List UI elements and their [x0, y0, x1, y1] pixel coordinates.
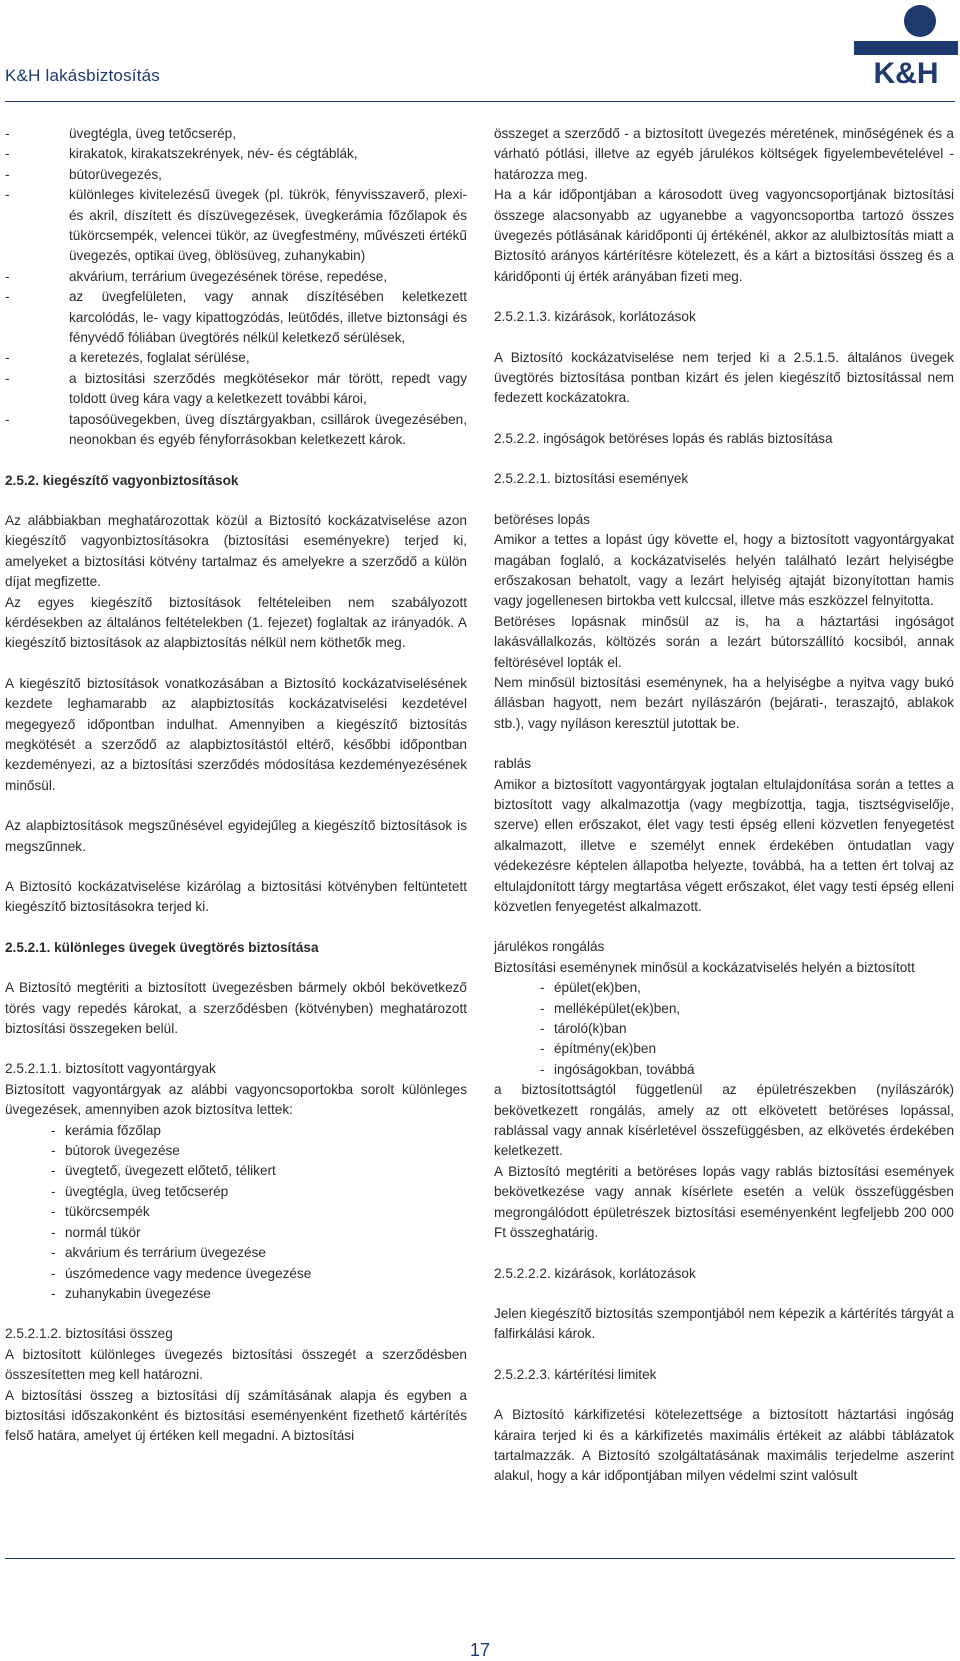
- list-item: - taposóüvegekben, üveg dísztárgyakban, csillárok üvegezésében, neonokban és egyéb fényforrásokban keletkezett károk.: [5, 410, 467, 451]
- list-item: - akvárium és terrárium üvegezése: [51, 1243, 467, 1263]
- paragraph: a biztosítottságtól függetlenül az épületrészekben (nyílászárók) bekövetkezett rongálás, amely az ott elkövetett betöréses lopással, rablással vagy annak kísérletével összefüggésben, az elkövetés érdekében keletkezett.: [494, 1082, 954, 1159]
- subsection-heading: 2.5.2.1.2. biztosítási összeg: [5, 1326, 173, 1342]
- kh-logo: [854, 3, 958, 86]
- paragraph: Betöréses lopásnak minősül az is, ha a háztartási ingóságot lakásvállalkozás, költözés során a lezárt bútorszállító kocsiból, annak feltörésével lopták el.: [494, 613, 954, 670]
- subsection-heading: 2.5.2.2.2. kizárások, korlátozások: [494, 1265, 696, 1281]
- list-item: - ingóságokban, továbbá: [540, 1060, 954, 1080]
- paragraph: A biztosítási összeg a biztosítási díj számításának alapja és egyben a biztosítási időszakonként és biztosítási eseményenként fizethető kártérítés felső határa, amelyet új értéken kell megadni. A biztosítási: [5, 1387, 467, 1444]
- paragraph: A kiegészítő biztosítások vonatkozásában a Biztosító kockázatviselésének kezdete leghamarabb az alapbiztosítás kockázatviselési kezdetével megegyező időpontban indulhat. Amennyiben a kiegészítő biztosítás megkötését a szerződő az alapbiztosítástól eltérő, későbbi időpontban kezdeményezi, az a biztosítási szerződés módosítása kezdeményezésének minősül.: [5, 675, 467, 793]
- paragraph: Nem minősül biztosítási eseménynek, ha a helyiségbe a nyitva vagy bukó állásban hagyott, nem bezárt nyílászárón (bejárati-, teraszajtó, ablakok stb.), vagy nyíláson keresztül jutottak be.: [494, 674, 954, 731]
- list-item: - üvegtető, üvegezett előtető, télikert: [51, 1161, 467, 1181]
- paragraph: A Biztosító kárkifizetési kötelezettsége a biztosított háztartási ingóság káraira terjed ki és a kárkifizetés maximális értékeit az alábbi táblázatok tartalmazzák. A Biztosító szolgáltatásának maximális terjedelme aszerint alakul, hogy a kár időpontjában milyen védelmi szint valósult: [494, 1407, 954, 1484]
- list-item: - különleges kivitelezésű üvegek (pl. tükrök, fényvisszaverő, plexi- és akril, díszített és díszüvegezések, üvegkerámia főzőlapok és tükörcsempék, velencei tükör, az üvegfestmény, művészeti értékű üvegezés, optikai üveg, öblösüveg, zuhanykabin): [5, 185, 467, 267]
- list-item: - a biztosítási szerződés megkötésekor már törött, repedt vagy toldott üveg kára vagy a keletkezett további károi,: [5, 369, 467, 410]
- paragraph: Amikor a biztosított vagyontárgyak jogtalan eltulajdonítása során a tettes a biztosított vagy alkalmazottja (vagy megbízottja, tagja, tisztségviselője, szerve) ellen erőszakot, élet vagy testi épség elleni közvetlen fenyegetést alkalmazott, illetve e személyt ennek érdekében öntudatlan vagy védekezésre képtelen állapotba helyezte, továbbá, ha a tetten ért tolvaj az eltulajdonított tárgy megtartása végett erőszakot, élet vagy testi épség elleni közvetlen fenyegetést alkalmazott.: [494, 776, 954, 914]
- subsection-heading: 2.5.2.2.1. biztosítási események: [494, 471, 689, 487]
- paragraph: Az egyes kiegészítő biztosítások feltételeiben nem szabályozott kérdésekben az általános feltételekben (1. fejezet) foglaltak az irányadók. A kiegészítő biztosítások az alapbiztosítás nélkül nem köthetők meg.: [5, 594, 467, 651]
- list-item: - zuhanykabin üvegezése: [51, 1284, 467, 1304]
- subsection-heading: 2.5.2.2.3. kártérítési limitek: [494, 1366, 657, 1382]
- list-item: - épület(ek)ben,: [540, 978, 954, 998]
- list-item: - üvegtégla, üveg tetőcserép,: [5, 124, 467, 144]
- list-item: - bútorüvegezés,: [5, 165, 467, 185]
- term-heading: járulékos rongálás: [494, 939, 605, 955]
- logo-text: K&H: [873, 57, 939, 86]
- paragraph: A biztosított különleges üvegezés biztosítási összegét a szerződésben összesítetten meg kell határozni.: [5, 1346, 467, 1383]
- paragraph: összeget a szerződő - a biztosított üvegezés méretének, minőségének és a várható pótlási, illetve az egyéb járulékos költségek figyelembevételével - határozza meg.: [494, 126, 954, 182]
- list-item: - tükörcsempék: [51, 1202, 467, 1222]
- section-heading: 2.5.2.2. ingóságok betöréses lopás és rablás biztosítása: [494, 430, 833, 446]
- paragraph: Jelen kiegészítő biztosítás szempontjából nem képezik a kártérítés tárgyát a falfirkálási károk.: [494, 1305, 954, 1342]
- header-title: K&H lakásbiztosítás: [5, 66, 160, 85]
- paragraph: A Biztosító kockázatviselése kizárólag a biztosítási kötvényben feltüntetett kiegészítő biztosításokra terjed ki.: [5, 879, 467, 915]
- list-item: - akvárium, terrárium üvegezésének törése, repedése,: [5, 267, 467, 287]
- list-item: - melléképület(ek)ben,: [540, 999, 954, 1019]
- header-rule: [5, 101, 955, 102]
- paragraph: Amikor a tettes a lopást úgy követte el, hogy a biztosított vagyontárgyakat magában foglaló, a kockázatviselés helyén található lezárt helyiségbe erőszakosan behatolt, vagy a lezárt helyiség ajtaját bizonyítottan hamis vagy jogellenesen birtokba vett kulccsal, illetve más eszközzel felnyitotta.: [494, 532, 954, 609]
- subsection-heading: 2.5.2.1.3. kizárások, korlátozások: [494, 309, 696, 325]
- term-heading: rablás: [494, 756, 532, 772]
- subsection-heading: 2.5.2.1.1. biztosított vagyontárgyak: [5, 1061, 216, 1077]
- right-column: [494, 124, 954, 1487]
- list-item: - bútorok üvegezése: [51, 1141, 467, 1161]
- list-item: - üvegtégla, üveg tetőcserép: [51, 1182, 467, 1202]
- paragraph: Biztosítási eseménynek minősül a kockázatviselés helyén a biztosított: [494, 959, 915, 975]
- section-heading: 2.5.2. kiegészítő vagyonbiztosítások: [5, 472, 239, 488]
- paragraph: Az alapbiztosítások megszűnésével egyidejűleg a kiegészítő biztosítások is megszűnnek.: [5, 818, 467, 854]
- list-item: - normál tükör: [51, 1223, 467, 1243]
- paragraph: A Biztosító kockázatviselése nem terjed ki a 2.5.1.5. általános üvegek üvegtörés biztosítása pontban kizárt és jelen kiegészítő biztosítással nem fedezett kockázatokra.: [494, 349, 954, 406]
- term-heading: betöréses lopás: [494, 511, 590, 527]
- paragraph: A Biztosító megtériti a biztosított üvegezésben bármely okból bekövetkező törés vagy repedés károkat, a szerződésben (kötvényben) meghatározott biztosítási összegeken belül.: [5, 980, 467, 1037]
- list-item: - a keretezés, foglalat sérülése,: [5, 348, 467, 368]
- paragraph: A Biztosító megtériti a betöréses lopás vagy rablás biztosítási események bekövetkezése vagy annak kísérlete esetén a velük összefüggésben megrongálódott épületrészek biztosítási eseményenként legfeljebb 200 000 Ft összeghatárig.: [494, 1163, 954, 1241]
- left-column: [5, 124, 467, 1447]
- paragraph: Ha a kár időpontjában a károsodott üveg vagyoncsoportjának biztosítási összege alacsonyabb az ugyanebbe a vagyoncsoportba tartozó összes üvegezés pótlásának káridőponti új értékénél, akkor az alulbiztosítás miatt a Biztosító arányos kártérítésre kötelezett, és a kárt a biztosítási összeg és a káridőponti új érték arányában fizeti meg.: [494, 187, 954, 284]
- list-item: - az üvegfelületen, vagy annak díszítésében keletkezett karcolódás, le- vagy kipattogzódás, leütődés, illetve biztonsági és fényvédő fóliában üvegtörés nélkül keletkező sérülések,: [5, 287, 467, 348]
- list-item: - tároló(k)ban: [540, 1019, 954, 1039]
- list-item: - kerámia főzőlap: [51, 1121, 467, 1141]
- footer-rule: [5, 1558, 955, 1559]
- page-number: 17: [469, 1640, 491, 1660]
- section-heading: 2.5.2.1. különleges üvegek üvegtörés biztosítása: [5, 939, 319, 955]
- paragraph: Biztosított vagyontárgyak az alábbi vagyoncsoportokba sorolt különleges üvegezések, amennyiben azok biztosítva lettek:: [5, 1081, 467, 1118]
- list-item: - úszómedence vagy medence üvegezése: [51, 1264, 467, 1284]
- paragraph: Az alábbiakban meghatározottak közül a Biztosító kockázatviselése azon kiegészítő vagyonbiztosításokra (biztosítási eseményekre) terjed ki, amelyeket a biztosítási kötvény tartalmaz és amelyekre a szerződő a külön díjat megfizette.: [5, 512, 467, 590]
- list-item: - építmény(ek)ben: [540, 1039, 954, 1059]
- list-item: - kirakatok, kirakatszekrények, név- és cégtáblák,: [5, 144, 467, 164]
